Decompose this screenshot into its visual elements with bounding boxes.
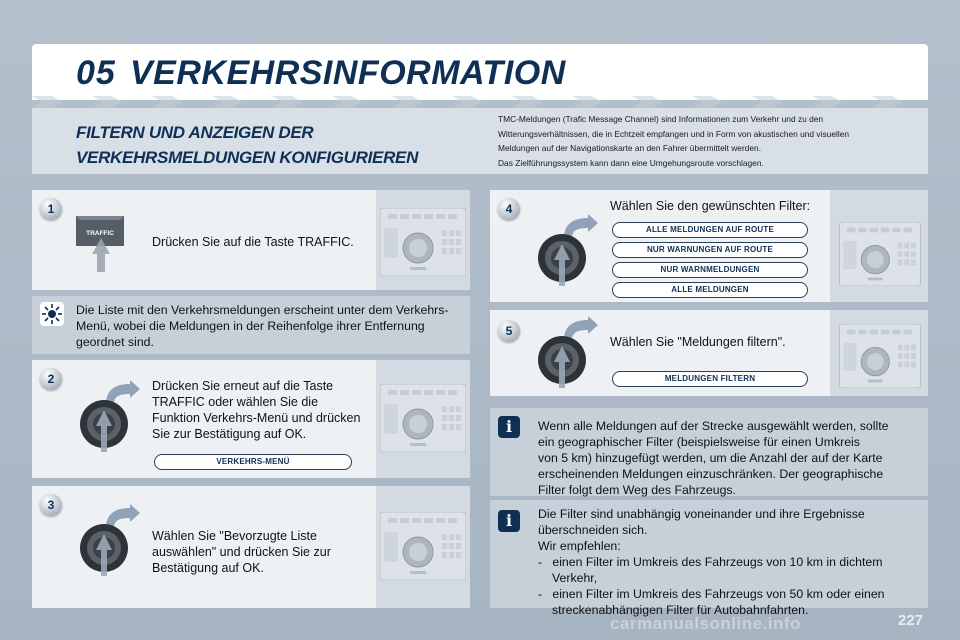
watermark: carmanualsonline.info [610,614,801,633]
recommendation-text: einen Filter im Umkreis des Fahrzeugs von 10 km in dichtem [552,555,883,569]
info-note-1-text [538,418,888,498]
step-4-knob-icon [534,214,598,305]
decorative-arrow-strip [32,96,928,108]
recommendation-text: einen Filter im Umkreis des Fahrzeugs von 50 km oder einen [552,587,885,601]
note-line: Die Liste mit den Verkehrsmeldungen erscheint unter dem Verkehrs- [76,303,449,317]
info-line: Wir empfehlen: [538,539,621,553]
section-title [76,120,456,170]
filter-warnings-on-route-pill[interactable]: NUR WARNUNGEN AUF ROUTE [612,242,808,258]
step-2-radio-unit [380,384,466,457]
step-3-text [152,528,331,576]
step-5-radio-unit [836,324,924,393]
chapter-number: 05 [76,54,116,92]
intro-text [498,112,918,170]
section-title-line: FILTERN UND ANZEIGEN DER [76,123,314,142]
verkehrs-menu-pill[interactable]: VERKEHRS-MENÜ [154,454,352,470]
filter-all-pill[interactable]: ALLE MELDUNGEN [612,282,808,298]
page-number: 227 [898,612,924,629]
step-2-line: TRAFFIC oder wählen Sie die [152,395,319,409]
step-2-knob-icon [76,380,140,471]
step-3-line: auswählen" und drücken Sie zur [152,545,331,559]
bullet-marker: - [538,555,543,569]
tip-sun-icon [40,302,64,326]
info-line: erscheinenden Meldungen einzuschränken. Der geographische [538,467,884,481]
intro-line: Meldungen auf der Navigationskarte an den Fahrer übermittelt werden. [498,143,762,153]
filter-warnings-only-pill[interactable]: NUR WARNMELDUNGEN [612,262,808,278]
intro-line: TMC-Meldungen (Trafic Message Channel) sind Informationen zum Verkehr und zu den [498,114,824,124]
recommendation-item [538,554,885,570]
step-1-radio-unit [380,208,466,281]
step-1-badge: 1 [40,198,62,220]
step-5-text: Wählen Sie "Meldungen filtern". [610,335,786,349]
step-4-text: Wählen Sie den gewünschten Filter: [610,199,811,213]
bullet-marker: - [538,587,543,601]
step-2-text [152,378,360,442]
step-4-badge: 4 [498,198,520,220]
info-line: ein geographischer Filter (beispielsweise für einen Umkreis [538,435,860,449]
info-icon: i [498,416,520,438]
step-3-line: Bestätigung auf OK. [152,561,264,575]
recommendation-text: streckenabhängigen Filter für Autobahnfahrten. [552,603,809,617]
info-line: von 5 km) hinzugefügt werden, um die Anzahl der auf der Karte [538,451,883,465]
step-4-radio-unit [836,222,924,291]
recommendation-text: Verkehr, [552,571,598,585]
traffic-button-icon [74,212,128,274]
info-line: Wenn alle Meldungen auf der Strecke ausgewählt werden, sollte [538,419,889,433]
chapter-title: VERKEHRSINFORMATION [130,54,566,92]
step-2-line: Drücken Sie erneut auf die Taste [152,379,334,393]
step-3-radio-unit [380,512,466,585]
info-line: Die Filter sind unabhängig voneinander und ihre Ergebnisse [538,507,865,521]
intro-line: Witterungsverhältnissen, die in Echtzeit empfangen und in Form von akustischen und visuellen [498,128,850,139]
step-3-badge: 3 [40,494,62,516]
info-line: Filter folgt dem Weg des Fahrzeugs. [538,483,736,497]
step-2-line: Funktion Verkehrs-Menü und drücken [152,411,361,425]
step-5-badge: 5 [498,320,520,342]
info-note-2-text [538,506,885,618]
info-icon: i [498,510,520,532]
step-2-line: Sie zur Bestätigung auf OK. [152,427,307,441]
note-line: Menü, wobei die Meldungen in der Reihenfolge ihrer Entfernung [76,319,425,333]
step-5-knob-icon [534,316,598,407]
filter-all-on-route-pill[interactable]: ALLE MELDUNGEN AUF ROUTE [612,222,808,238]
note-line: geordnet sind. [76,335,154,349]
section-title-line: VERKEHRSMELDUNGEN KONFIGURIEREN [76,148,419,167]
traffic-button-label: TRAFFIC [86,230,114,237]
meldungen-filtern-pill[interactable]: MELDUNGEN FILTERN [612,371,808,387]
list-note-text [76,302,449,350]
step-3-knob-icon [76,504,140,595]
recommendation-item [538,586,885,602]
step-1-text: Drücken Sie auf die Taste TRAFFIC. [152,235,354,249]
step-2-badge: 2 [40,368,62,390]
step-3-line: Wählen Sie "Bevorzugte Liste [152,529,317,543]
info-line: überschneiden sich. [538,523,648,537]
intro-line: Das Zielführungssystem kann dann eine Umgehungsroute vorschlagen. [498,157,764,168]
